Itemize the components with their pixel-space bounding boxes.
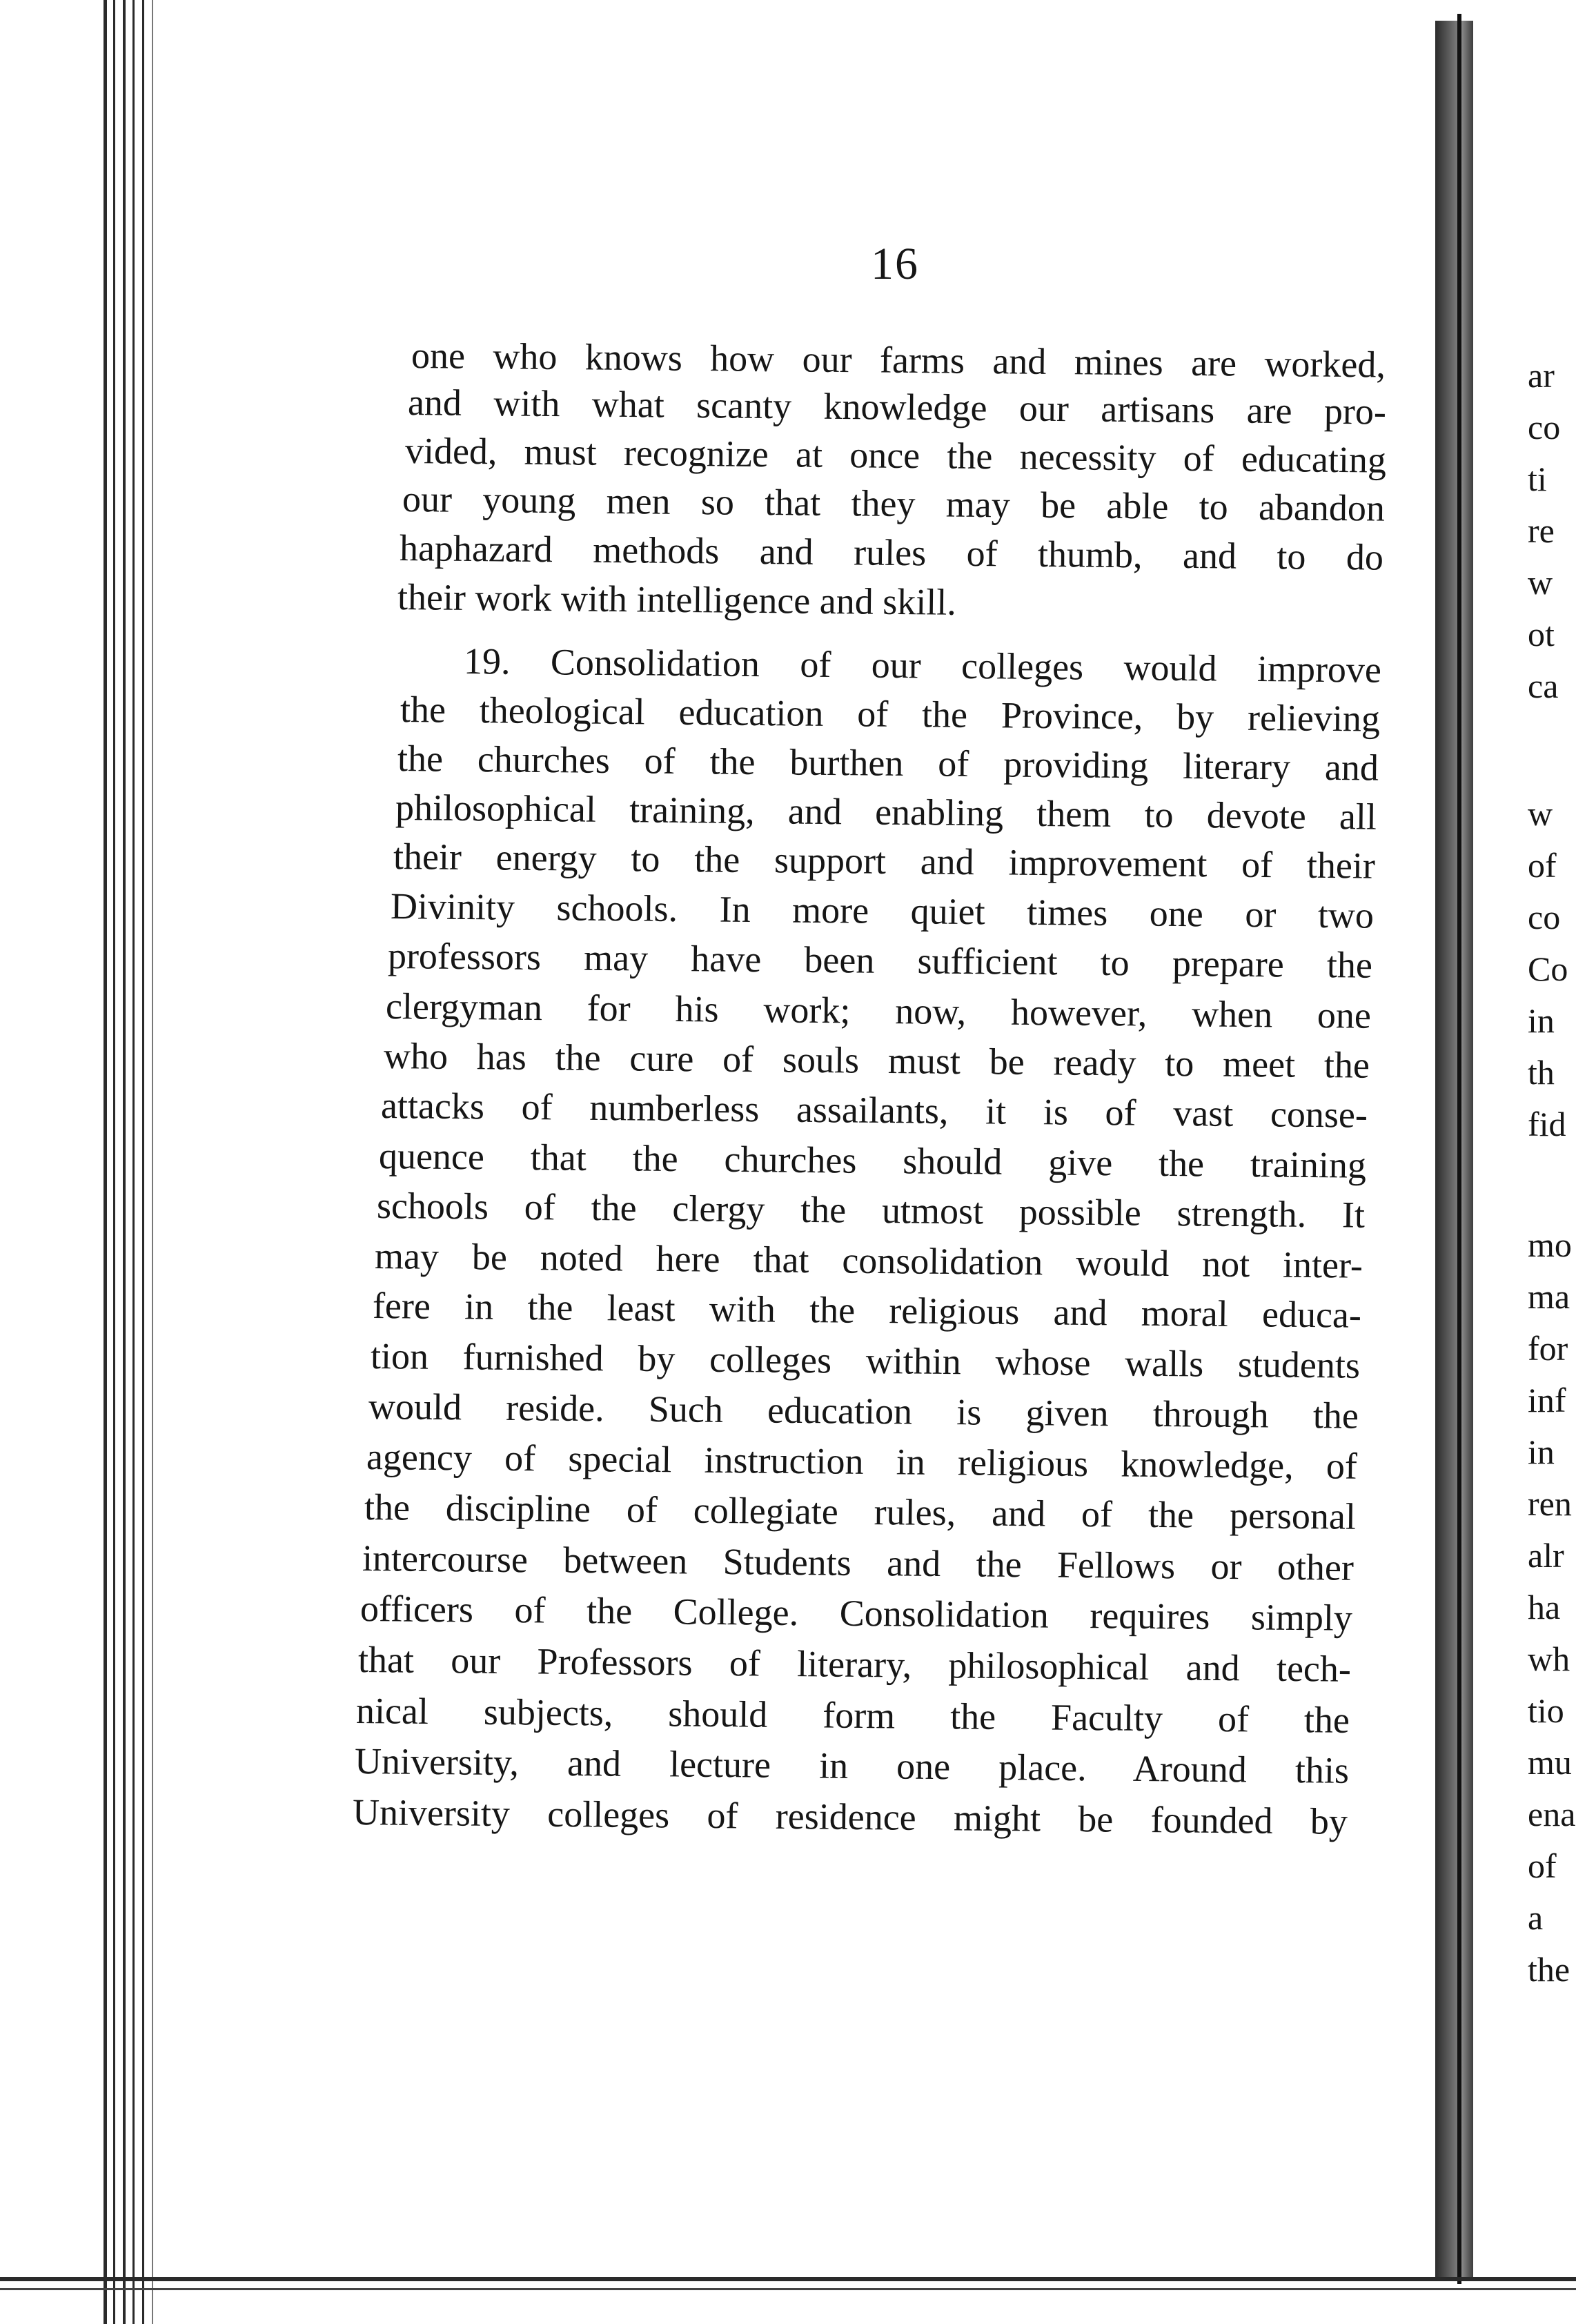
facing-fragment: th xyxy=(1528,1053,1555,1092)
text-line: and with what scanty knowledge our artisans are pro- xyxy=(407,382,1387,433)
text-line: their energy to the support and improvement of their xyxy=(393,836,1376,887)
text-line: one who knows how our farms and mines are worked, xyxy=(411,335,1386,386)
facing-fragment: w xyxy=(1528,794,1553,833)
facing-fragment: co xyxy=(1528,898,1561,936)
facing-fragment: ha xyxy=(1528,1588,1561,1626)
facing-fragment: the xyxy=(1528,1950,1570,1989)
text-line: Divinity schools. In more quiet times one or two xyxy=(390,885,1375,936)
text-line: the theological education of the Province, by relieving xyxy=(400,689,1381,740)
text-line: the churches of the burthen of providing literary and xyxy=(397,738,1379,789)
text-line: University, and lecture in one place. Around this xyxy=(354,1740,1350,1791)
facing-fragment: tio xyxy=(1528,1691,1564,1730)
facing-fragment: of xyxy=(1528,1847,1557,1885)
facing-fragment: Co xyxy=(1528,949,1568,988)
facing-fragment: ren xyxy=(1528,1484,1572,1523)
facing-fragment: mo xyxy=(1528,1225,1572,1264)
facing-fragment: in xyxy=(1528,1432,1555,1471)
text-line: haphazard methods and rules of thumb, and to do xyxy=(399,527,1384,578)
facing-fragment: ar xyxy=(1528,356,1555,395)
text-line: our young men so that they may be able to abandon xyxy=(402,478,1386,529)
facing-fragment: inf xyxy=(1528,1381,1566,1419)
facing-fragment: in xyxy=(1528,1001,1555,1040)
text-line: nical subjects, should form the Faculty of the xyxy=(355,1690,1350,1741)
text-line: the discipline of collegiate rules, and of the personal xyxy=(364,1486,1357,1537)
text-line: philosophical training, and enabling them to devote all xyxy=(395,787,1377,838)
facing-fragment: re xyxy=(1528,511,1555,550)
text-line: may be noted here that consolidation would not inter- xyxy=(374,1235,1363,1286)
text-line: intercourse between Students and the Fellows or other xyxy=(362,1537,1355,1588)
facing-fragment: mu xyxy=(1528,1743,1572,1782)
facing-page-edge xyxy=(1518,0,1576,2324)
facing-fragment: ma xyxy=(1528,1277,1570,1316)
facing-fragment: w xyxy=(1528,563,1553,602)
facing-fragment: of xyxy=(1528,846,1557,885)
facing-fragment: wh xyxy=(1528,1639,1570,1678)
facing-fragment: a xyxy=(1528,1898,1544,1937)
facing-fragment: fid xyxy=(1528,1105,1566,1143)
paragraph-start-line: 19. Consolidation of our colleges would improve xyxy=(463,640,1382,691)
text-line: professors may have been sufficient to prepare the xyxy=(387,935,1373,986)
text-line: quence that the churches should give the training xyxy=(378,1135,1367,1186)
text-line: fere in the least with the religious and moral educa- xyxy=(372,1285,1362,1336)
text-line: schools of the clergy the utmost possible strength. It xyxy=(376,1185,1366,1236)
facing-fragment: co xyxy=(1528,408,1561,446)
text-line: clergyman for his work; now, however, when one xyxy=(385,985,1372,1036)
facing-fragment: alr xyxy=(1528,1536,1564,1575)
text-line: vided, must recognize at once the necessity of educating xyxy=(404,430,1387,481)
text-line: tion furnished by colleges within whose walls students xyxy=(370,1335,1361,1386)
facing-fragment: ot xyxy=(1528,615,1555,653)
facing-fragment: for xyxy=(1528,1329,1568,1368)
text-line: would reside. Such education is given through the xyxy=(368,1386,1359,1437)
page-number: 16 xyxy=(871,239,919,289)
facing-fragment: ti xyxy=(1528,460,1547,498)
text-line: that our Professors of literary, philosophical and tech- xyxy=(357,1639,1352,1690)
text-line: agency of special instruction in religious knowledge, of xyxy=(366,1436,1358,1487)
text-line: officers of the College. Consolidation requires simply xyxy=(359,1588,1353,1639)
text-line: attacks of numberless assailants, it is of vast conse- xyxy=(380,1085,1368,1136)
text-line: who has the cure of souls must be ready to meet the xyxy=(383,1035,1370,1086)
facing-fragment: ena xyxy=(1528,1795,1576,1833)
text-line: University colleges of residence might be founded by xyxy=(352,1791,1348,1842)
text-line: their work with intelligence and skill. xyxy=(397,576,957,623)
facing-fragment: ca xyxy=(1528,667,1559,705)
